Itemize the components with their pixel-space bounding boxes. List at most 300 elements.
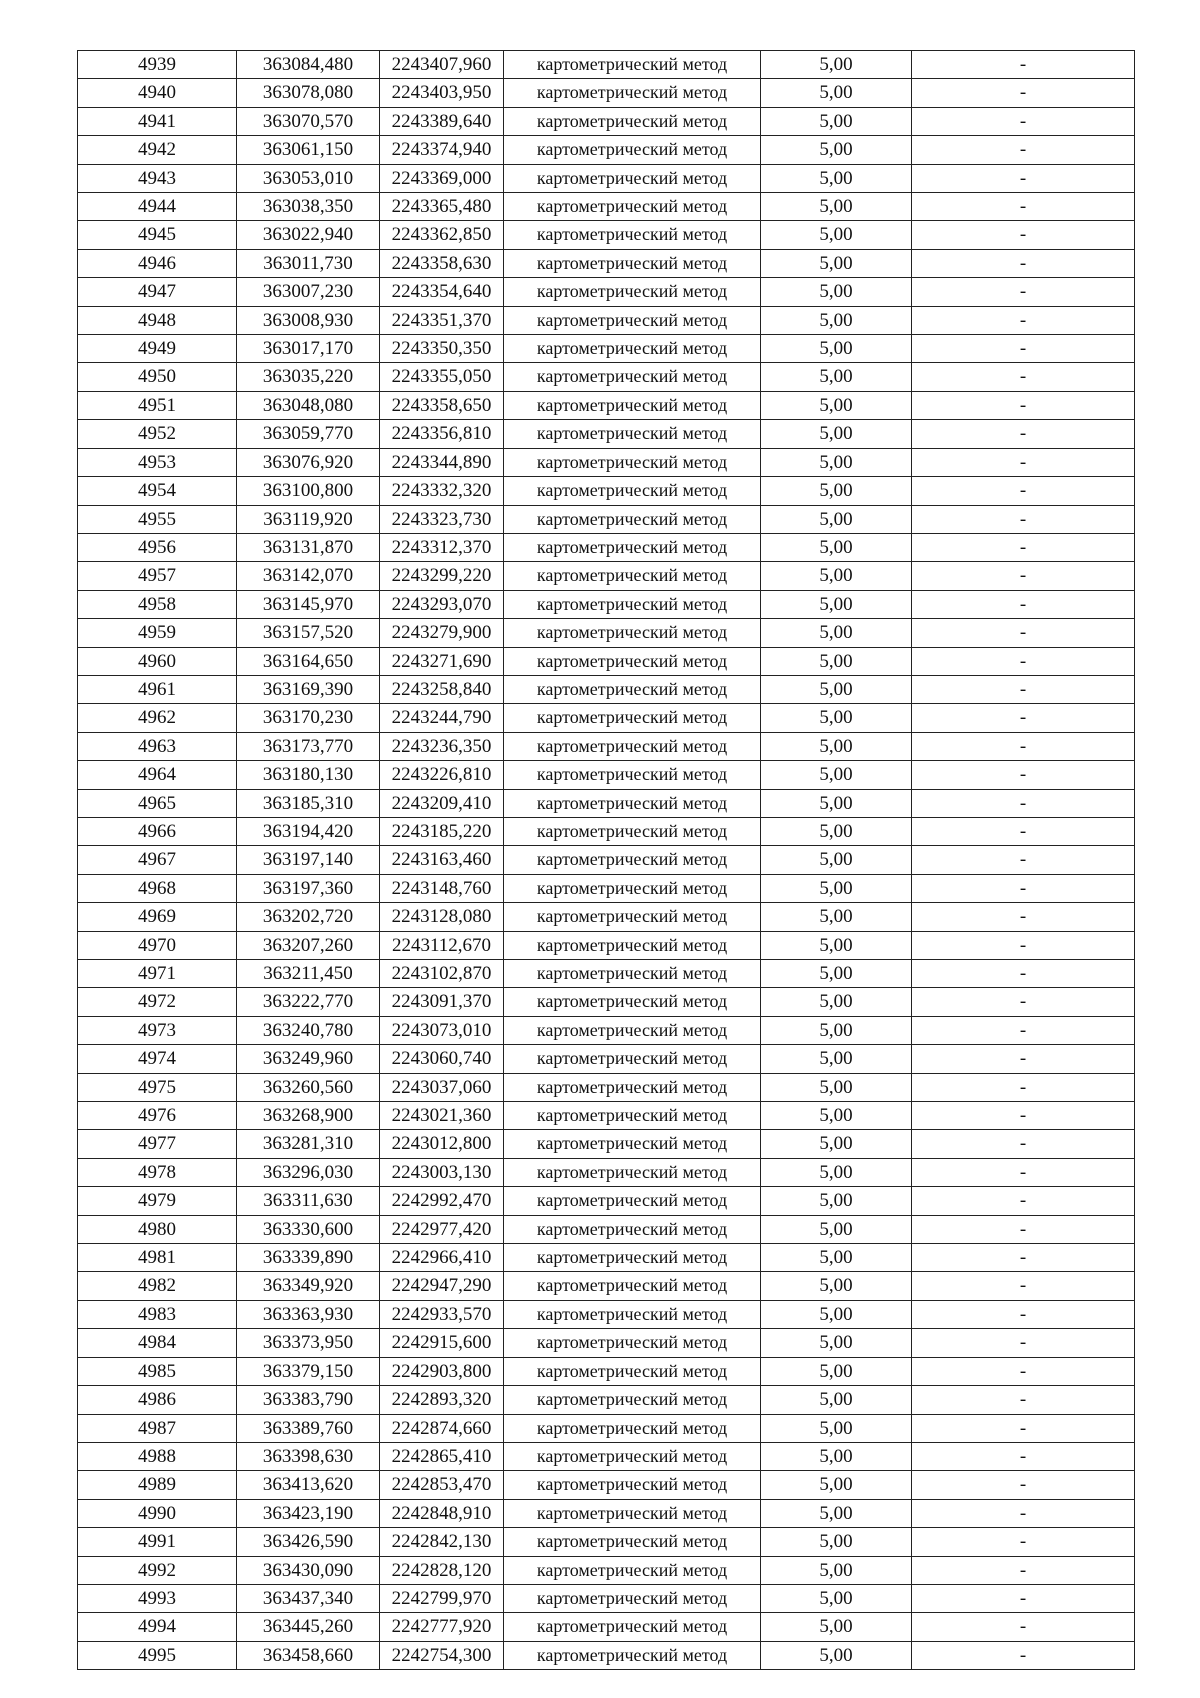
error-cell: 5,00: [761, 988, 912, 1016]
table-row: [78, 1641, 1135, 1669]
description-cell: -: [912, 1272, 1135, 1300]
description-cell: -: [912, 107, 1135, 135]
method-cell: картометрический метод: [504, 817, 761, 845]
error-cell: 5,00: [761, 562, 912, 590]
y-coordinate-cell: 2243163,460: [380, 846, 504, 874]
x-coordinate-cell: 363076,920: [237, 448, 380, 476]
y-coordinate-cell: 2243312,370: [380, 533, 504, 561]
description-cell: -: [912, 1158, 1135, 1186]
error-cell: 5,00: [761, 1102, 912, 1130]
y-coordinate-cell: 2242754,300: [380, 1641, 504, 1669]
description-cell: -: [912, 1300, 1135, 1328]
y-coordinate-cell: 2243362,850: [380, 221, 504, 249]
method-cell: картометрический метод: [504, 51, 761, 79]
y-coordinate-cell: 2243374,940: [380, 136, 504, 164]
point-number-cell: 4976: [78, 1102, 237, 1130]
error-cell: 5,00: [761, 761, 912, 789]
x-coordinate-cell: 363445,260: [237, 1613, 380, 1641]
y-coordinate-cell: 2243350,350: [380, 335, 504, 363]
y-coordinate-cell: 2243226,810: [380, 761, 504, 789]
error-cell: 5,00: [761, 1386, 912, 1414]
error-cell: 5,00: [761, 789, 912, 817]
point-number-cell: 4941: [78, 107, 237, 135]
table-row: [78, 1130, 1135, 1158]
point-number-cell: 4990: [78, 1499, 237, 1527]
x-coordinate-cell: 363423,190: [237, 1499, 380, 1527]
error-cell: 5,00: [761, 619, 912, 647]
error-cell: 5,00: [761, 335, 912, 363]
y-coordinate-cell: 2243351,370: [380, 306, 504, 334]
method-cell: картометрический метод: [504, 1386, 761, 1414]
error-cell: 5,00: [761, 1442, 912, 1470]
error-cell: 5,00: [761, 1528, 912, 1556]
method-cell: картометрический метод: [504, 675, 761, 703]
y-coordinate-cell: 2242966,410: [380, 1244, 504, 1272]
point-number-cell: 4985: [78, 1357, 237, 1385]
point-number-cell: 4981: [78, 1244, 237, 1272]
point-number-cell: 4959: [78, 619, 237, 647]
table-row: [78, 278, 1135, 306]
y-coordinate-cell: 2243258,840: [380, 675, 504, 703]
description-cell: -: [912, 1641, 1135, 1669]
method-cell: картометрический метод: [504, 1584, 761, 1612]
method-cell: картометрический метод: [504, 335, 761, 363]
y-coordinate-cell: 2243209,410: [380, 789, 504, 817]
method-cell: картометрический метод: [504, 221, 761, 249]
method-cell: картометрический метод: [504, 533, 761, 561]
description-cell: -: [912, 1016, 1135, 1044]
description-cell: -: [912, 221, 1135, 249]
x-coordinate-cell: 363145,970: [237, 590, 380, 618]
y-coordinate-cell: 2243355,050: [380, 363, 504, 391]
table-row: [78, 505, 1135, 533]
point-number-cell: 4970: [78, 931, 237, 959]
description-cell: -: [912, 1499, 1135, 1527]
table-row: [78, 221, 1135, 249]
table-row: [78, 1244, 1135, 1272]
y-coordinate-cell: 2243112,670: [380, 931, 504, 959]
x-coordinate-cell: 363035,220: [237, 363, 380, 391]
error-cell: 5,00: [761, 817, 912, 845]
x-coordinate-cell: 363194,420: [237, 817, 380, 845]
method-cell: картометрический метод: [504, 79, 761, 107]
x-coordinate-cell: 363197,140: [237, 846, 380, 874]
table-row: [78, 193, 1135, 221]
y-coordinate-cell: 2243354,640: [380, 278, 504, 306]
error-cell: 5,00: [761, 136, 912, 164]
method-cell: картометрический метод: [504, 562, 761, 590]
y-coordinate-cell: 2243102,870: [380, 960, 504, 988]
y-coordinate-cell: 2243244,790: [380, 704, 504, 732]
description-cell: -: [912, 164, 1135, 192]
method-cell: картометрический метод: [504, 1187, 761, 1215]
method-cell: картометрический метод: [504, 363, 761, 391]
method-cell: картометрический метод: [504, 1357, 761, 1385]
point-number-cell: 4945: [78, 221, 237, 249]
y-coordinate-cell: 2243060,740: [380, 1045, 504, 1073]
method-cell: картометрический метод: [504, 1073, 761, 1101]
method-cell: картометрический метод: [504, 761, 761, 789]
y-coordinate-cell: 2242992,470: [380, 1187, 504, 1215]
x-coordinate-cell: 363169,390: [237, 675, 380, 703]
table-row: [78, 1556, 1135, 1584]
method-cell: картометрический метод: [504, 1641, 761, 1669]
x-coordinate-cell: 363038,350: [237, 193, 380, 221]
x-coordinate-cell: 363389,760: [237, 1414, 380, 1442]
point-number-cell: 4965: [78, 789, 237, 817]
point-number-cell: 4988: [78, 1442, 237, 1470]
point-number-cell: 4939: [78, 51, 237, 79]
description-cell: -: [912, 874, 1135, 902]
method-cell: картометрический метод: [504, 1016, 761, 1044]
x-coordinate-cell: 363260,560: [237, 1073, 380, 1101]
error-cell: 5,00: [761, 107, 912, 135]
table-row: [78, 732, 1135, 760]
error-cell: 5,00: [761, 1613, 912, 1641]
point-number-cell: 4968: [78, 874, 237, 902]
x-coordinate-cell: 363197,360: [237, 874, 380, 902]
y-coordinate-cell: 2243037,060: [380, 1073, 504, 1101]
point-number-cell: 4983: [78, 1300, 237, 1328]
x-coordinate-cell: 363311,630: [237, 1187, 380, 1215]
description-cell: -: [912, 1329, 1135, 1357]
description-cell: -: [912, 1442, 1135, 1470]
error-cell: 5,00: [761, 278, 912, 306]
x-coordinate-cell: 363458,660: [237, 1641, 380, 1669]
y-coordinate-cell: 2243091,370: [380, 988, 504, 1016]
table-row: [78, 51, 1135, 79]
x-coordinate-cell: 363048,080: [237, 391, 380, 419]
error-cell: 5,00: [761, 1556, 912, 1584]
table-row: [78, 1045, 1135, 1073]
error-cell: 5,00: [761, 51, 912, 79]
method-cell: картометрический метод: [504, 477, 761, 505]
method-cell: картометрический метод: [504, 107, 761, 135]
error-cell: 5,00: [761, 1414, 912, 1442]
point-number-cell: 4986: [78, 1386, 237, 1414]
x-coordinate-cell: 363022,940: [237, 221, 380, 249]
error-cell: 5,00: [761, 1641, 912, 1669]
y-coordinate-cell: 2242874,660: [380, 1414, 504, 1442]
table-row: [78, 988, 1135, 1016]
table-row: [78, 1499, 1135, 1527]
y-coordinate-cell: 2242915,600: [380, 1329, 504, 1357]
point-number-cell: 4966: [78, 817, 237, 845]
point-number-cell: 4977: [78, 1130, 237, 1158]
method-cell: картометрический метод: [504, 647, 761, 675]
table-row: [78, 817, 1135, 845]
table-row: [78, 335, 1135, 363]
point-number-cell: 4964: [78, 761, 237, 789]
x-coordinate-cell: 363053,010: [237, 164, 380, 192]
method-cell: картометрический метод: [504, 136, 761, 164]
x-coordinate-cell: 363426,590: [237, 1528, 380, 1556]
point-number-cell: 4991: [78, 1528, 237, 1556]
x-coordinate-cell: 363398,630: [237, 1442, 380, 1470]
description-cell: -: [912, 335, 1135, 363]
x-coordinate-cell: 363070,570: [237, 107, 380, 135]
y-coordinate-cell: 2243021,360: [380, 1102, 504, 1130]
description-cell: -: [912, 363, 1135, 391]
y-coordinate-cell: 2243323,730: [380, 505, 504, 533]
y-coordinate-cell: 2242977,420: [380, 1215, 504, 1243]
table-row: [78, 164, 1135, 192]
point-number-cell: 4975: [78, 1073, 237, 1101]
table-row: [78, 846, 1135, 874]
table-row: [78, 1073, 1135, 1101]
table-row: [78, 391, 1135, 419]
method-cell: картометрический метод: [504, 278, 761, 306]
error-cell: 5,00: [761, 704, 912, 732]
point-number-cell: 4943: [78, 164, 237, 192]
error-cell: 5,00: [761, 1130, 912, 1158]
description-cell: -: [912, 1357, 1135, 1385]
x-coordinate-cell: 363185,310: [237, 789, 380, 817]
table-row: [78, 1584, 1135, 1612]
description-cell: -: [912, 1215, 1135, 1243]
table-row: [78, 874, 1135, 902]
table-row: [78, 1613, 1135, 1641]
point-number-cell: 4952: [78, 420, 237, 448]
point-number-cell: 4961: [78, 675, 237, 703]
y-coordinate-cell: 2243236,350: [380, 732, 504, 760]
y-coordinate-cell: 2243185,220: [380, 817, 504, 845]
point-number-cell: 4954: [78, 477, 237, 505]
y-coordinate-cell: 2242947,290: [380, 1272, 504, 1300]
error-cell: 5,00: [761, 1244, 912, 1272]
description-cell: -: [912, 562, 1135, 590]
error-cell: 5,00: [761, 1499, 912, 1527]
error-cell: 5,00: [761, 306, 912, 334]
error-cell: 5,00: [761, 1158, 912, 1186]
x-coordinate-cell: 363100,800: [237, 477, 380, 505]
point-number-cell: 4995: [78, 1641, 237, 1669]
x-coordinate-cell: 363142,070: [237, 562, 380, 590]
y-coordinate-cell: 2242893,320: [380, 1386, 504, 1414]
point-number-cell: 4969: [78, 903, 237, 931]
method-cell: картометрический метод: [504, 448, 761, 476]
point-number-cell: 4946: [78, 249, 237, 277]
x-coordinate-cell: 363240,780: [237, 1016, 380, 1044]
description-cell: -: [912, 306, 1135, 334]
error-cell: 5,00: [761, 249, 912, 277]
y-coordinate-cell: 2242933,570: [380, 1300, 504, 1328]
x-coordinate-cell: 363170,230: [237, 704, 380, 732]
error-cell: 5,00: [761, 1329, 912, 1357]
x-coordinate-cell: 363007,230: [237, 278, 380, 306]
error-cell: 5,00: [761, 1073, 912, 1101]
method-cell: картометрический метод: [504, 590, 761, 618]
error-cell: 5,00: [761, 590, 912, 618]
table-row: [78, 1215, 1135, 1243]
table-row: [78, 761, 1135, 789]
point-number-cell: 4987: [78, 1414, 237, 1442]
error-cell: 5,00: [761, 363, 912, 391]
y-coordinate-cell: 2243073,010: [380, 1016, 504, 1044]
method-cell: картометрический метод: [504, 846, 761, 874]
method-cell: картометрический метод: [504, 1414, 761, 1442]
table-row: [78, 107, 1135, 135]
description-cell: -: [912, 960, 1135, 988]
x-coordinate-cell: 363059,770: [237, 420, 380, 448]
method-cell: картометрический метод: [504, 903, 761, 931]
y-coordinate-cell: 2243271,690: [380, 647, 504, 675]
description-cell: -: [912, 1130, 1135, 1158]
error-cell: 5,00: [761, 1272, 912, 1300]
point-number-cell: 4993: [78, 1584, 237, 1612]
description-cell: -: [912, 732, 1135, 760]
description-cell: -: [912, 988, 1135, 1016]
table-row: [78, 647, 1135, 675]
description-cell: -: [912, 1102, 1135, 1130]
error-cell: 5,00: [761, 391, 912, 419]
x-coordinate-cell: 363339,890: [237, 1244, 380, 1272]
y-coordinate-cell: 2242828,120: [380, 1556, 504, 1584]
table-row: [78, 931, 1135, 959]
point-number-cell: 4956: [78, 533, 237, 561]
description-cell: -: [912, 1244, 1135, 1272]
point-number-cell: 4980: [78, 1215, 237, 1243]
description-cell: -: [912, 817, 1135, 845]
y-coordinate-cell: 2243148,760: [380, 874, 504, 902]
table-row: [78, 590, 1135, 618]
point-number-cell: 4984: [78, 1329, 237, 1357]
x-coordinate-cell: 363017,170: [237, 335, 380, 363]
table-row: [78, 533, 1135, 561]
method-cell: картометрический метод: [504, 193, 761, 221]
point-number-cell: 4972: [78, 988, 237, 1016]
description-cell: -: [912, 903, 1135, 931]
table-row: [78, 675, 1135, 703]
method-cell: картометрический метод: [504, 1045, 761, 1073]
point-number-cell: 4953: [78, 448, 237, 476]
method-cell: картометрический метод: [504, 732, 761, 760]
y-coordinate-cell: 2243358,650: [380, 391, 504, 419]
y-coordinate-cell: 2242842,130: [380, 1528, 504, 1556]
description-cell: -: [912, 477, 1135, 505]
x-coordinate-cell: 363437,340: [237, 1584, 380, 1612]
y-coordinate-cell: 2243358,630: [380, 249, 504, 277]
description-cell: -: [912, 619, 1135, 647]
table-row: [78, 903, 1135, 931]
description-cell: -: [912, 249, 1135, 277]
method-cell: картометрический метод: [504, 164, 761, 192]
method-cell: картометрический метод: [504, 505, 761, 533]
description-cell: -: [912, 79, 1135, 107]
table-row: [78, 1016, 1135, 1044]
y-coordinate-cell: 2243389,640: [380, 107, 504, 135]
method-cell: картометрический метод: [504, 704, 761, 732]
x-coordinate-cell: 363249,960: [237, 1045, 380, 1073]
description-cell: -: [912, 704, 1135, 732]
table-row: [78, 1357, 1135, 1385]
description-cell: -: [912, 193, 1135, 221]
error-cell: 5,00: [761, 846, 912, 874]
table-row: [78, 1414, 1135, 1442]
method-cell: картометрический метод: [504, 931, 761, 959]
point-number-cell: 4958: [78, 590, 237, 618]
point-number-cell: 4974: [78, 1045, 237, 1073]
table-row: [78, 1187, 1135, 1215]
method-cell: картометрический метод: [504, 1272, 761, 1300]
x-coordinate-cell: 363211,450: [237, 960, 380, 988]
point-number-cell: 4951: [78, 391, 237, 419]
method-cell: картометрический метод: [504, 874, 761, 902]
table-row: [78, 363, 1135, 391]
method-cell: картометрический метод: [504, 1471, 761, 1499]
point-number-cell: 4978: [78, 1158, 237, 1186]
table-row: [78, 1102, 1135, 1130]
method-cell: картометрический метод: [504, 1244, 761, 1272]
x-coordinate-cell: 363008,930: [237, 306, 380, 334]
x-coordinate-cell: 363173,770: [237, 732, 380, 760]
table-row: [78, 960, 1135, 988]
description-cell: -: [912, 533, 1135, 561]
y-coordinate-cell: 2243407,960: [380, 51, 504, 79]
point-number-cell: 4979: [78, 1187, 237, 1215]
point-number-cell: 4940: [78, 79, 237, 107]
error-cell: 5,00: [761, 1584, 912, 1612]
description-cell: -: [912, 1528, 1135, 1556]
description-cell: -: [912, 505, 1135, 533]
description-cell: -: [912, 1187, 1135, 1215]
description-cell: -: [912, 789, 1135, 817]
table-row: [78, 249, 1135, 277]
method-cell: картометрический метод: [504, 391, 761, 419]
table-row: [78, 136, 1135, 164]
y-coordinate-cell: 2242903,800: [380, 1357, 504, 1385]
method-cell: картометрический метод: [504, 1528, 761, 1556]
description-cell: -: [912, 931, 1135, 959]
error-cell: 5,00: [761, 448, 912, 476]
y-coordinate-cell: 2243332,320: [380, 477, 504, 505]
y-coordinate-cell: 2243012,800: [380, 1130, 504, 1158]
method-cell: картометрический метод: [504, 988, 761, 1016]
error-cell: 5,00: [761, 477, 912, 505]
point-number-cell: 4950: [78, 363, 237, 391]
point-number-cell: 4992: [78, 1556, 237, 1584]
table-row: [78, 420, 1135, 448]
error-cell: 5,00: [761, 221, 912, 249]
y-coordinate-cell: 2243369,000: [380, 164, 504, 192]
error-cell: 5,00: [761, 1016, 912, 1044]
table-row: [78, 1442, 1135, 1470]
coordinates-table-body: [78, 51, 1135, 1670]
description-cell: -: [912, 1471, 1135, 1499]
x-coordinate-cell: 363373,950: [237, 1329, 380, 1357]
x-coordinate-cell: 363430,090: [237, 1556, 380, 1584]
method-cell: картометрический метод: [504, 420, 761, 448]
table-row: [78, 1329, 1135, 1357]
method-cell: картометрический метод: [504, 1130, 761, 1158]
table-row: [78, 1528, 1135, 1556]
description-cell: -: [912, 846, 1135, 874]
y-coordinate-cell: 2243344,890: [380, 448, 504, 476]
point-number-cell: 4960: [78, 647, 237, 675]
table-row: [78, 704, 1135, 732]
error-cell: 5,00: [761, 505, 912, 533]
description-cell: -: [912, 1045, 1135, 1073]
description-cell: -: [912, 647, 1135, 675]
y-coordinate-cell: 2243356,810: [380, 420, 504, 448]
table-row: [78, 1158, 1135, 1186]
table-row: [78, 477, 1135, 505]
method-cell: картометрический метод: [504, 249, 761, 277]
description-cell: -: [912, 590, 1135, 618]
point-number-cell: 4957: [78, 562, 237, 590]
x-coordinate-cell: 363164,650: [237, 647, 380, 675]
x-coordinate-cell: 363281,310: [237, 1130, 380, 1158]
